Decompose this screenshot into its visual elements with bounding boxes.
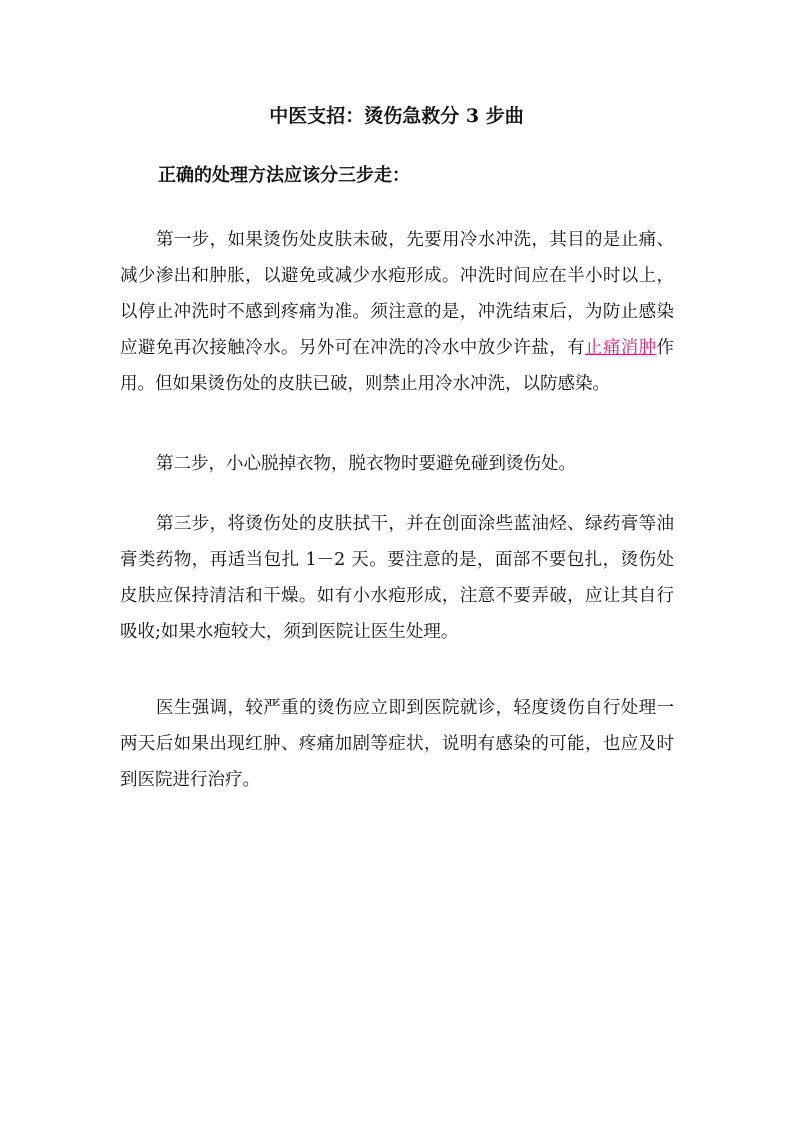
paragraph-step-two: 第二步，小心脱掉衣物，脱衣物时要避免碰到烫伤处。 [156, 454, 576, 474]
paragraph-step-one [120, 222, 674, 402]
link-pain-relief[interactable]: 止痛消肿 [584, 338, 657, 358]
paragraph-step-one-text-end: 作用。但如果烫伤处的皮肤已破，则禁止用冷水冲洗，以防感染。 [120, 338, 675, 394]
document-subtitle: 正确的处理方法应该分三步走： [158, 165, 410, 186]
paragraph-doctor-advice: 医生强调，较严重的烫伤应立即到医院就诊，轻度烫伤自行处理一两天后如果出现红肿、疼痛加剧等症状，说明有感染的可能，也应及时到医院进行治疗。 [120, 698, 674, 790]
paragraph-step-one-text: 第一步，如果烫伤处皮肤未破，先要用冷水冲洗，其目的是止痛、减少渗出和肿胀，以避免或减少水疱形成。冲洗时间应在半小时以上，以停止冲洗时不感到疼痛为准。须注意的是，冲洗结束后，为防止感染应避免再次接触冷水。另外可在冲洗的冷水中放少许盐，有 [120, 230, 674, 358]
paragraph-step-three: 第三步，将烫伤处的皮肤拭干，并在创面涂些蓝油烃、绿药膏等油膏类药物，再适当包扎 1－2 天。要注意的是，面部不要包扎，烫伤处皮肤应保持清洁和干燥。如有小水疱形成，注意不要弄破，应让其自行吸收;如果水疱较大，须到医院让医生处理。 [120, 514, 674, 642]
document-title: 中医支招：烫伤急救分 3 步曲 [269, 105, 524, 127]
